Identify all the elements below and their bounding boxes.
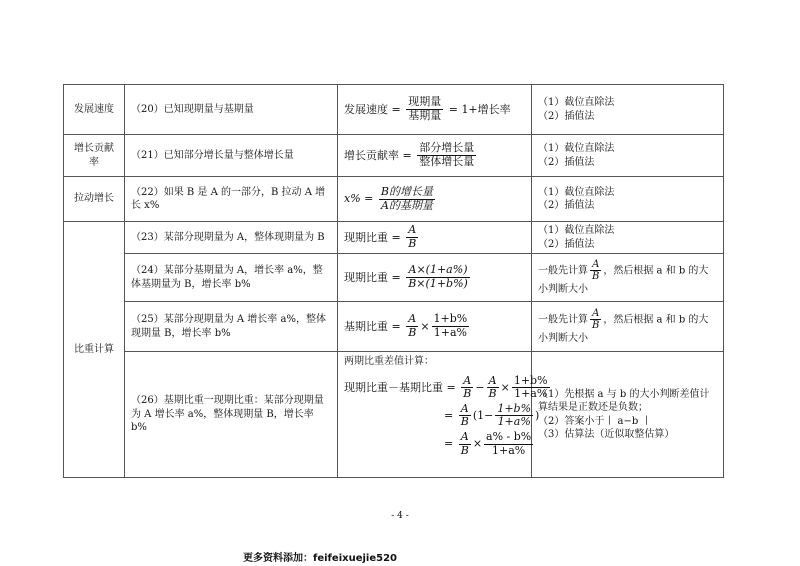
case-cell: （21）已知部分增长量与整体增长量 (125, 135, 338, 177)
method-item: （1）截位直除法 (538, 97, 615, 108)
page-number: - 4 - (391, 511, 409, 521)
method-cell (532, 222, 724, 254)
method-item: （1）截位直除法 (538, 225, 615, 236)
case-cell: （23）某部分现期量为 A，整体现期量为 B (125, 222, 338, 254)
formula-lhs: 现期比重 (344, 230, 388, 244)
formula-table (63, 84, 724, 478)
method-text: ，然后根据 a 和 b 的大小判断大小 (538, 314, 709, 344)
formula-lhs: 发展速度 (344, 102, 388, 116)
method-item: （2）插值法 (538, 156, 595, 168)
table-row (64, 135, 724, 177)
formula-line: = $\frac{A}{B}$ (1− $\frac{1+b\%}{1+a\%}$ ) (444, 401, 540, 429)
formula-cell: 现期比重 = $\frac{A}{B}$ (338, 222, 532, 254)
category-cell: 比重计算 (64, 222, 125, 478)
category-cell: 发展速度 (64, 85, 125, 135)
table-row (64, 222, 724, 254)
formula-cell: x% = $\frac{\text{B的增长量}}{\text{A的基期量}}$ (338, 177, 532, 222)
method-item: （2）插值法 (538, 200, 595, 211)
formula-lhs: 现期比重－基期比重 (344, 380, 443, 394)
table-row (64, 85, 724, 135)
table-row (64, 177, 724, 222)
table-row (64, 352, 724, 478)
case-cell: （20）已知现期量与基期量 (125, 85, 338, 135)
method-item: （2）插值法 (538, 238, 595, 250)
formula-rhs: 1+增长率 (461, 102, 511, 116)
formula-line: = $\frac{A}{B}$ × $\frac{a\% - b\%}{1+a\%}$ (444, 430, 532, 457)
fraction: $\frac{A}{B}$ (592, 258, 600, 283)
formula-lhs: x% (344, 192, 361, 205)
formula-cell: 现期比重 = $\frac{A\times(1+a\%)}{B\times(1+b\%)}$ (338, 254, 532, 302)
method-item: （1）截位直除法 (538, 143, 615, 154)
formula-lhs: 现期比重 (344, 270, 388, 284)
fraction: $\frac{A}{B}$ (408, 312, 417, 339)
case-cell: （24）某部分基期量为 A，增长率 a%，整体基期量为 B，增长率 b% (125, 254, 338, 302)
method-cell (532, 85, 724, 135)
category-cell: 拉动增长 (64, 177, 125, 222)
table-row (64, 302, 724, 352)
formula-heading: 两期比重差值计算： (344, 356, 434, 367)
fraction: $\frac{A}{B}$ (592, 307, 600, 332)
method-cell (532, 254, 724, 302)
category-cell: 增长贡献率 (64, 135, 125, 177)
method-cell (532, 302, 724, 352)
fraction: $\frac{1+b\%}{1+a\%}$ (433, 312, 468, 339)
fraction: $\frac{\text{部分增长量}}{\text{整体增长量}}$ (419, 141, 475, 168)
method-cell (532, 352, 724, 478)
method-item: （3）估算法（近似取整估算） (538, 429, 675, 440)
case-cell: （25）某部分现期量为 A 增长率 a%，整体现期量 B，增长率 b% (125, 302, 338, 352)
fraction: $\frac{A\times(1+a\%)}{B\times(1+b\%)}$ (408, 263, 468, 290)
case-cell: （22）如果 B 是 A 的一部分，B 拉动 A 增长 x% (125, 177, 338, 222)
method-cell (532, 177, 724, 222)
formula-cell: 基期比重 = $\frac{A}{B}$ × $\frac{1+b\%}{1+a\%}$ (338, 302, 532, 352)
fraction: $\frac{\text{现期量}}{\text{基期量}}$ (408, 95, 442, 122)
method-item: （2）答案小于丨 a−b 丨 (538, 415, 652, 427)
method-item: （1）截位直除法 (538, 186, 615, 198)
footer-note: 更多资料添加：feifeixuejie520 (243, 553, 397, 564)
method-text: ，然后根据 a 和 b 的大小判断大小 (538, 265, 709, 295)
method-item: （1）先根据 a 与 b 的大小判断差值计算结果是正数还是负数； (538, 388, 710, 413)
method-text: 一般先计算 (538, 265, 588, 277)
fraction: $\frac{\text{B的增长量}}{\text{A的基期量}}$ (380, 184, 433, 212)
method-item: （2）插值法 (538, 110, 595, 122)
fraction: $\frac{A}{B}$ (408, 223, 417, 250)
formula-lhs: 增长贡献率 (344, 148, 399, 162)
case-cell: （26）基期比重一现期比重：某部分现期量为 A 增长率 a%，整体现期量 B，增长率 b% (125, 352, 338, 478)
formula-lhs: 基期比重 (344, 319, 388, 333)
formula-cell: 增长贡献率 = $\frac{\text{部分增长量}}{\text{整体增长量}}$ (338, 135, 532, 177)
formula-line: 现期比重－基期比重 = $\frac{A}{B}$ − $\frac{A}{B}$ × $\frac{1+b\%}{1+a\%}$ (344, 373, 548, 401)
method-text: 一般先计算 (538, 314, 588, 326)
formula-cell (338, 352, 548, 478)
table-row (64, 254, 724, 302)
method-cell (532, 135, 724, 177)
formula-cell: 发展速度 = $\frac{\text{现期量}}{\text{基期量}}$ = 1+增长率 (338, 85, 532, 135)
